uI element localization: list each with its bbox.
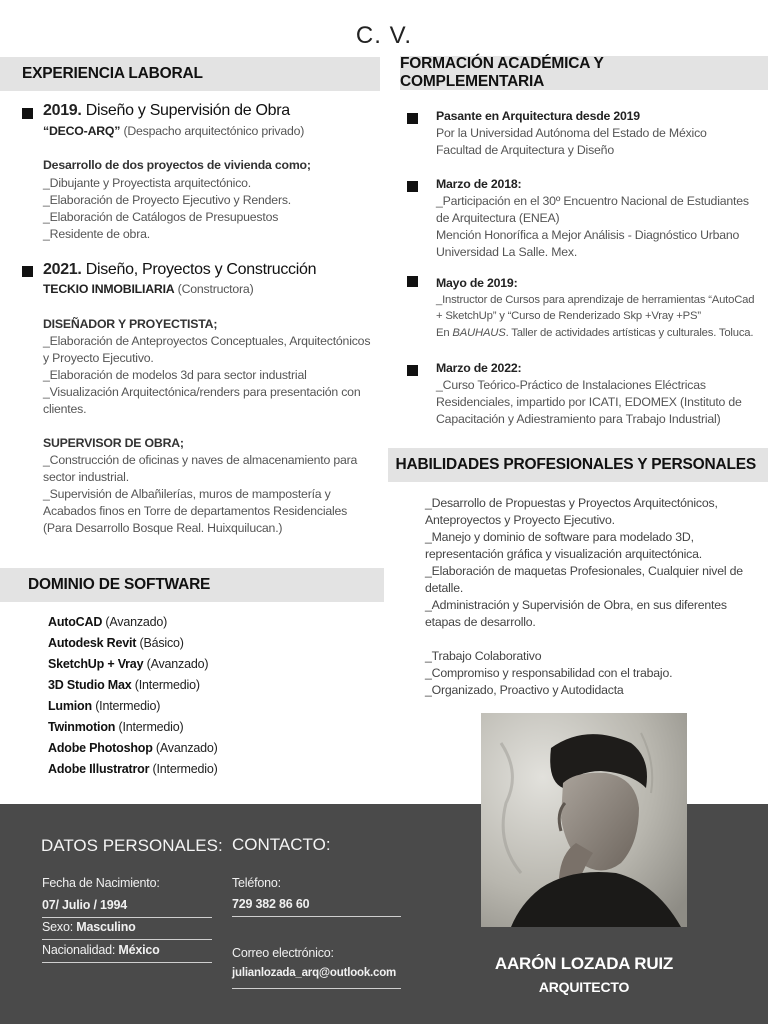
profile-profession: ARQUITECTO <box>538 979 630 995</box>
email-label: Correo electrónico: <box>232 946 334 960</box>
list-item: Capacitación y Adiestramiento para Trabajo Industrial) <box>436 412 721 426</box>
birth-value: 07/ Julio / 1994 <box>42 898 128 912</box>
cv-title: C. V. <box>355 22 413 49</box>
education-heading-bar <box>400 56 768 90</box>
personal-heading: DATOS PERSONALES: <box>41 836 223 855</box>
edu3 <box>436 275 754 341</box>
job1-company-line <box>43 123 304 140</box>
edu1-title: Pasante en Arquitectura desde 2019 <box>436 109 640 123</box>
list-item: Facultad de Arquitectura y Diseño <box>436 143 614 157</box>
skills-list <box>425 495 743 699</box>
software-item-revit: Autodesk Revit (Básico) <box>48 636 184 650</box>
list-item: _Dibujante y Proyectista arquitectónico. <box>43 176 251 190</box>
list-item: En BAUHAUS. Taller de actividades artísticas y culturales. Toluca. <box>436 326 754 339</box>
job2-role: Diseño, Proyectos y Construcción <box>81 261 317 278</box>
edu2 <box>436 176 749 261</box>
list-item: _Elaboración de Proyecto Ejecutivo y Renders. <box>43 193 292 207</box>
job1-items <box>43 175 291 243</box>
list-item: Anteproyectos y Proyecto Ejecutivo. <box>425 513 615 527</box>
list-item: Mención Honorífica a Mejor Análisis - Diagnóstico Urbano <box>436 228 740 242</box>
list-item: _Visualización Arquitectónica/renders para presentación con <box>43 385 361 399</box>
software-item-twinmotion: Twinmotion (Intermedio) <box>48 720 184 734</box>
phone-label: Teléfono: <box>232 876 281 890</box>
experience-heading: EXPERIENCIA LABORAL <box>22 65 203 82</box>
job2-company-line <box>43 281 253 298</box>
birth-label: Fecha de Nacimiento: <box>42 876 160 890</box>
list-item: Por la Universidad Autónoma del Estado de México <box>436 126 707 140</box>
list-item: sector industrial. <box>43 470 129 484</box>
list-item: de Arquitectura (ENEA) <box>436 211 560 225</box>
list-item: Universidad La Salle. Mex. <box>436 245 578 259</box>
list-item: representación gráfica y visualización arquitectónica. <box>425 547 702 561</box>
job1-bullet <box>22 108 33 119</box>
edu4 <box>436 360 742 428</box>
sex-line: Sexo: Masculino <box>42 920 136 934</box>
list-item: _Curso Teórico-Práctico de Instalaciones Eléctricas <box>436 378 706 392</box>
job2-sub2: SUPERVISOR DE OBRA; <box>43 436 184 450</box>
edu1 <box>436 108 707 159</box>
job2-company: TECKIO INMOBILIARIA <box>43 282 175 296</box>
contact-heading: CONTACTO: <box>232 835 331 854</box>
list-item: + SketchUp” y “Curso de Renderizado Skp +Vray +PS” <box>436 310 701 322</box>
skills-heading-bar <box>388 448 768 482</box>
list-item: _Trabajo Colaborativo <box>425 649 542 663</box>
job2-sub1: DISEÑADOR Y PROYECTISTA; <box>43 317 218 331</box>
portrait-illustration <box>481 713 687 927</box>
software-list <box>48 612 218 780</box>
edu3-title: Mayo de 2019: <box>436 276 518 290</box>
list-item: _Manejo y dominio de software para modelado 3D, <box>425 530 694 544</box>
list-item: Residenciales, impartido por ICATI, EDOMEX (Instituto de <box>436 395 742 409</box>
list-item: detalle. <box>425 581 464 595</box>
job2-title <box>43 261 316 278</box>
job1-title <box>43 102 290 119</box>
experience-heading-bar <box>0 57 380 91</box>
divider <box>42 939 212 940</box>
email-value[interactable]: julianlozada_arq@outlook.com <box>232 967 397 979</box>
software-item-photoshop: Adobe Photoshop (Avanzado) <box>48 741 218 755</box>
job1-year: 2019. <box>43 102 82 119</box>
list-item: _Residente de obra. <box>43 227 150 241</box>
divider <box>232 916 401 917</box>
list-item: _Elaboración de Anteproyectos Conceptuales, Arquitectónicos <box>43 334 371 348</box>
job2-year: 2021. <box>43 261 82 278</box>
profile-name: AARÓN LOZADA RUIZ <box>494 954 674 973</box>
list-item: _Compromiso y responsabilidad con el trabajo. <box>425 666 673 680</box>
job1-subtitle: Desarrollo de dos proyectos de vivienda como; <box>43 158 311 172</box>
divider <box>42 917 212 918</box>
software-item-illustrator: Adobe Illustratror (Intermedio) <box>48 762 218 776</box>
software-item-3dsmax: 3D Studio Max (Intermedio) <box>48 678 200 692</box>
job2-company-desc: (Constructora) <box>174 282 254 296</box>
list-item: _Administración y Supervisión de Obra, en sus diferentes <box>425 598 727 612</box>
list-item: _Supervisión de Albañilerías, muros de mampostería y <box>43 487 331 501</box>
edu4-bullet <box>407 365 418 376</box>
list-item: _Elaboración de maquetas Profesionales, Cualquier nivel de <box>425 564 743 578</box>
divider <box>232 988 401 989</box>
list-item: _Construcción de oficinas y naves de almacenamiento para <box>43 453 358 467</box>
list-item: etapas de desarrollo. <box>425 615 536 629</box>
edu3-bullet <box>407 276 418 287</box>
software-item-lumion: Lumion (Intermedio) <box>48 699 161 713</box>
job2-items2 <box>43 452 357 537</box>
list-item: _Elaboración de Catálogos de Presupuestos <box>43 210 279 224</box>
list-item: _Desarrollo de Propuestas y Proyectos Arquitectónicos, <box>425 496 718 510</box>
edu4-title: Marzo de 2022: <box>436 361 522 375</box>
job2-bullet <box>22 266 33 277</box>
list-item: _Participación en el 30º Encuentro Nacional de Estudiantes <box>436 194 749 208</box>
job1-role: Diseño y Supervisión de Obra <box>81 102 290 119</box>
list-item: _Instructor de Cursos para aprendizaje de herramientas “AutoCad <box>436 293 755 306</box>
divider <box>42 962 212 963</box>
job1-company: “DECO-ARQ” <box>43 124 121 138</box>
job2-items1 <box>43 333 370 418</box>
phone-value[interactable]: 729 382 86 60 <box>232 897 310 911</box>
software-heading: DOMINIO DE SOFTWARE <box>28 576 211 593</box>
job1-company-desc: (Despacho arquitectónico privado) <box>120 124 305 138</box>
software-heading-bar <box>0 568 384 602</box>
skills-heading: HABILIDADES PROFESIONALES Y PERSONALES <box>395 456 756 473</box>
list-item: y Proyecto Ejecutivo. <box>43 351 154 365</box>
list-item: clientes. <box>43 402 87 416</box>
edu1-bullet <box>407 113 418 124</box>
education-heading: FORMACIÓN ACADÉMICA Y COMPLEMENTARIA <box>400 55 604 90</box>
software-item-sketchup: SketchUp + Vray (Avanzado) <box>48 657 209 671</box>
list-item: (Para Desarrollo Bosque Real. Huixquilucan.) <box>43 521 283 535</box>
nationality-line: Nacionalidad: México <box>42 943 160 957</box>
software-item-autocad: AutoCAD (Avanzado) <box>48 615 168 629</box>
edu2-title: Marzo de 2018: <box>436 177 522 191</box>
list-item: _Elaboración de modelos 3d para sector industrial <box>43 368 307 382</box>
profile-photo <box>481 713 687 927</box>
list-item: Acabados finos en Torre de departamentos Residenciales <box>43 504 348 518</box>
edu2-bullet <box>407 181 418 192</box>
list-item: _Organizado, Proactivo y Autodidacta <box>425 683 624 697</box>
